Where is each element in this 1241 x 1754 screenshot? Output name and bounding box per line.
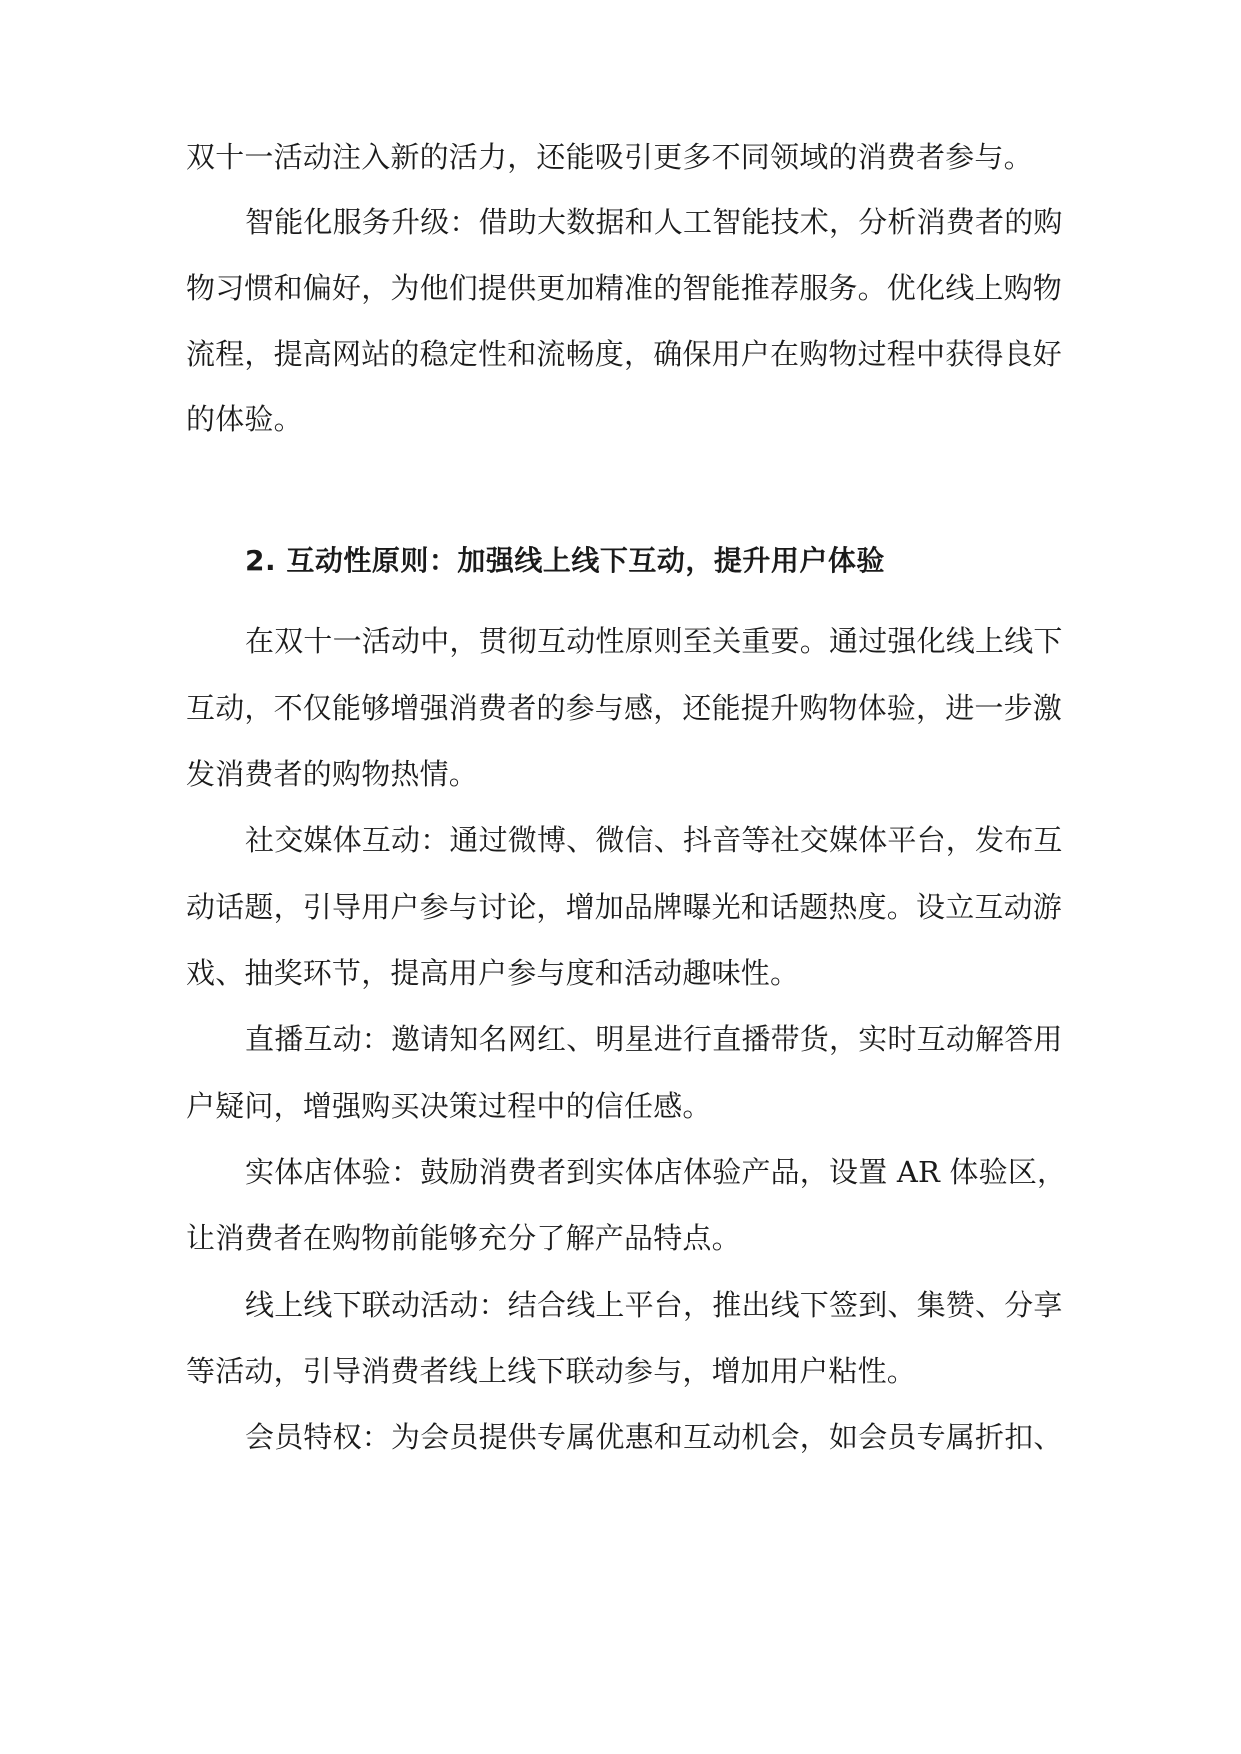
section-heading: 2. 互动性原则：加强线上线下互动，提升用户体验 <box>245 544 885 577</box>
paragraph-line: 双十一活动注入新的活力，还能吸引更多不同领域的消费者参与。 <box>186 140 1033 174</box>
paragraph-line: 社交媒体互动：通过微博、微信、抖音等社交媒体平台，发布互 <box>245 823 1063 857</box>
paragraph-line: 的体验。 <box>186 402 303 436</box>
paragraph-line: 动话题，引导用户参与讨论，增加品牌曝光和话题热度。设立互动游 <box>186 890 1063 924</box>
paragraph-line: 等活动，引导消费者线上线下联动参与，增加用户粘性。 <box>186 1354 917 1388</box>
paragraph-line: 会员特权：为会员提供专属优惠和互动机会，如会员专属折扣、 <box>245 1420 1063 1454</box>
paragraph-line: 物习惯和偏好，为他们提供更加精准的智能推荐服务。优化线上购物 <box>186 271 1063 305</box>
paragraph-line: 在双十一活动中，贯彻互动性原则至关重要。通过强化线上线下 <box>245 624 1063 658</box>
paragraph-line: 户疑问，增强购买决策过程中的信任感。 <box>186 1089 712 1123</box>
paragraph-line: 戏、抽奖环节，提高用户参与度和活动趣味性。 <box>186 956 800 990</box>
paragraph-line: 发消费者的购物热情。 <box>186 757 479 791</box>
paragraph-line: 线上线下联动活动：结合线上平台，推出线下签到、集赞、分享 <box>245 1288 1063 1322</box>
paragraph-line: 实体店体验：鼓励消费者到实体店体验产品，设置 AR 体验区， <box>245 1155 1067 1189</box>
paragraph-line: 互动，不仅能够增强消费者的参与感，还能提升购物体验，进一步激 <box>186 691 1063 725</box>
paragraph-line: 直播互动：邀请知名网红、明星进行直播带货，实时互动解答用 <box>245 1022 1063 1056</box>
paragraph-line: 智能化服务升级：借助大数据和人工智能技术，分析消费者的购 <box>245 205 1063 239</box>
paragraph-line: 让消费者在购物前能够充分了解产品特点。 <box>186 1221 741 1255</box>
paragraph-line: 流程，提高网站的稳定性和流畅度，确保用户在购物过程中获得良好 <box>186 337 1063 371</box>
